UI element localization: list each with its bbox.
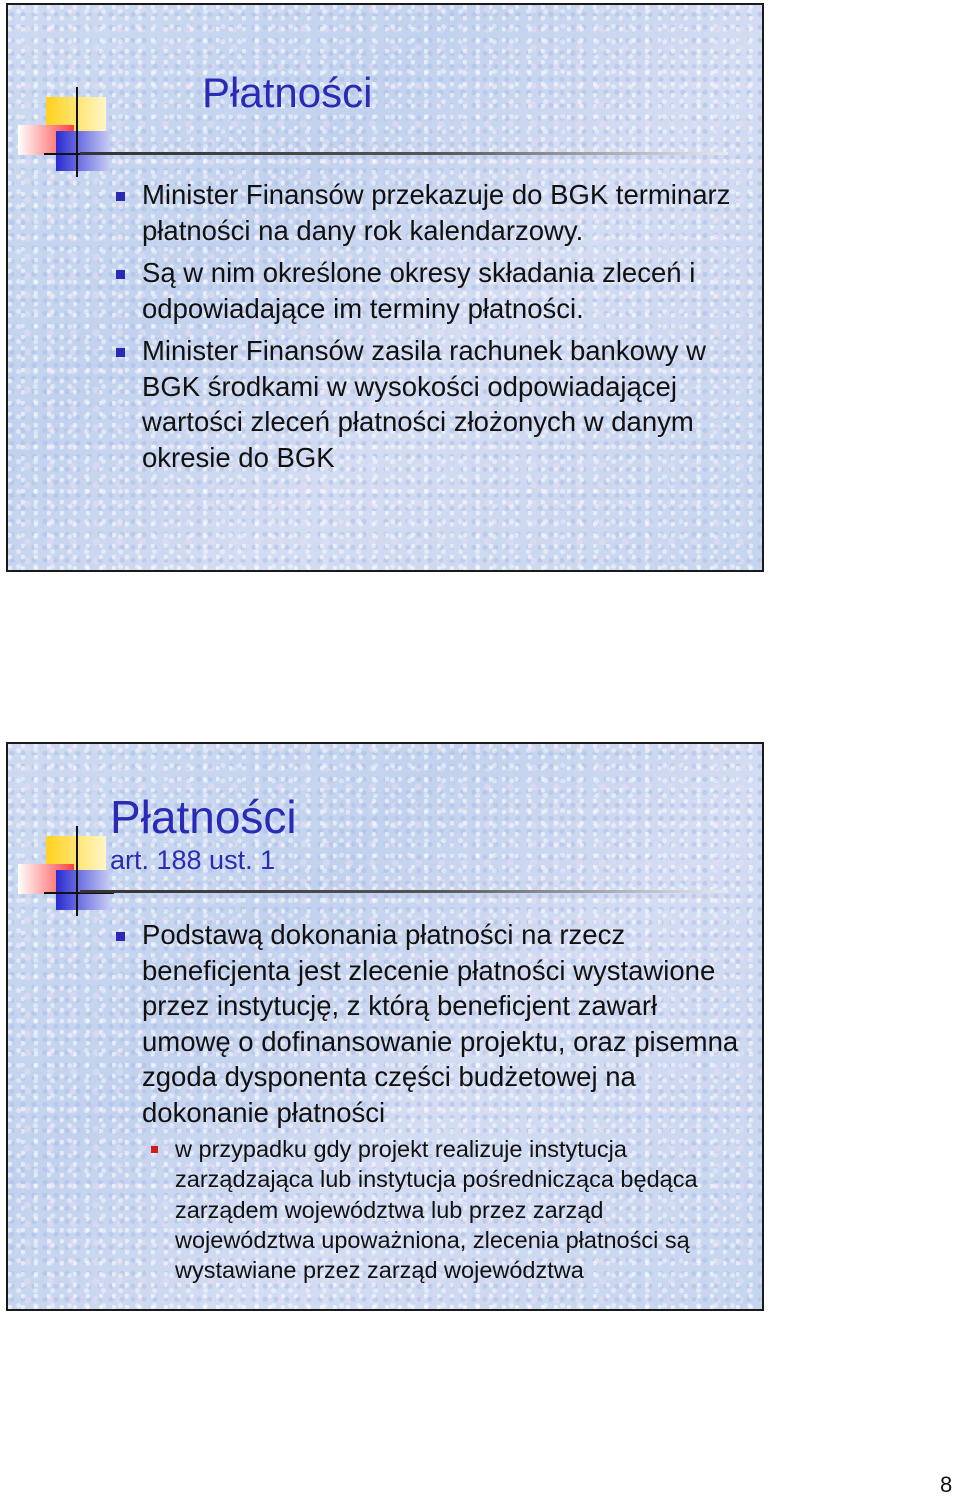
slide-title: Płatności: [110, 791, 297, 843]
slide-title: Płatności: [202, 69, 373, 116]
slide-1: [6, 3, 764, 572]
bullet-item: Są w nim określone okresy składania zleceń i odpowiadające im terminy płatności.: [112, 255, 742, 326]
deco-vertical-line: [76, 826, 78, 916]
slide-decoration-icon: [16, 826, 116, 916]
bullet-list: [112, 917, 742, 1292]
slide-decoration-icon: [16, 87, 116, 177]
deco-blue-square: [56, 131, 110, 171]
sub-bullet-list: [142, 1134, 742, 1285]
page-number: 8: [940, 1472, 953, 1497]
bullet-item: Minister Finansów przekazuje do BGK terminarz płatności na dany rok kalendarzowy.: [112, 177, 742, 248]
deco-vertical-line: [76, 87, 78, 177]
slide-2: [6, 742, 764, 1311]
bullet-list: [112, 177, 742, 482]
bullet-text: Podstawą dokonania płatności na rzecz beneficjenta jest zlecenie płatności wystawione przez instytucję, z którą beneficjent zawarł umowę o dofinansowanie projektu, oraz pisemna zgoda dysponenta części budżetowej na dokonanie płatności: [142, 919, 739, 1128]
title-divider: [80, 152, 728, 155]
title-divider: [80, 890, 728, 893]
sub-bullet-item: w przypadku gdy projekt realizuje instytucja zarządzająca lub instytucja pośrednicząca będąca zarządem województwa lub przez zarząd województwa upoważniona, zlecenia płatności są wystawiane przez zarząd województwa: [142, 1134, 742, 1285]
bullet-item: Minister Finansów zasila rachunek bankowy w BGK środkami w wysokości odpowiadającej wartości zleceń płatności złożonych w danym okresie do BGK: [112, 333, 742, 475]
slide-subtitle: art. 188 ust. 1: [110, 845, 276, 875]
bullet-item: [112, 917, 742, 1285]
